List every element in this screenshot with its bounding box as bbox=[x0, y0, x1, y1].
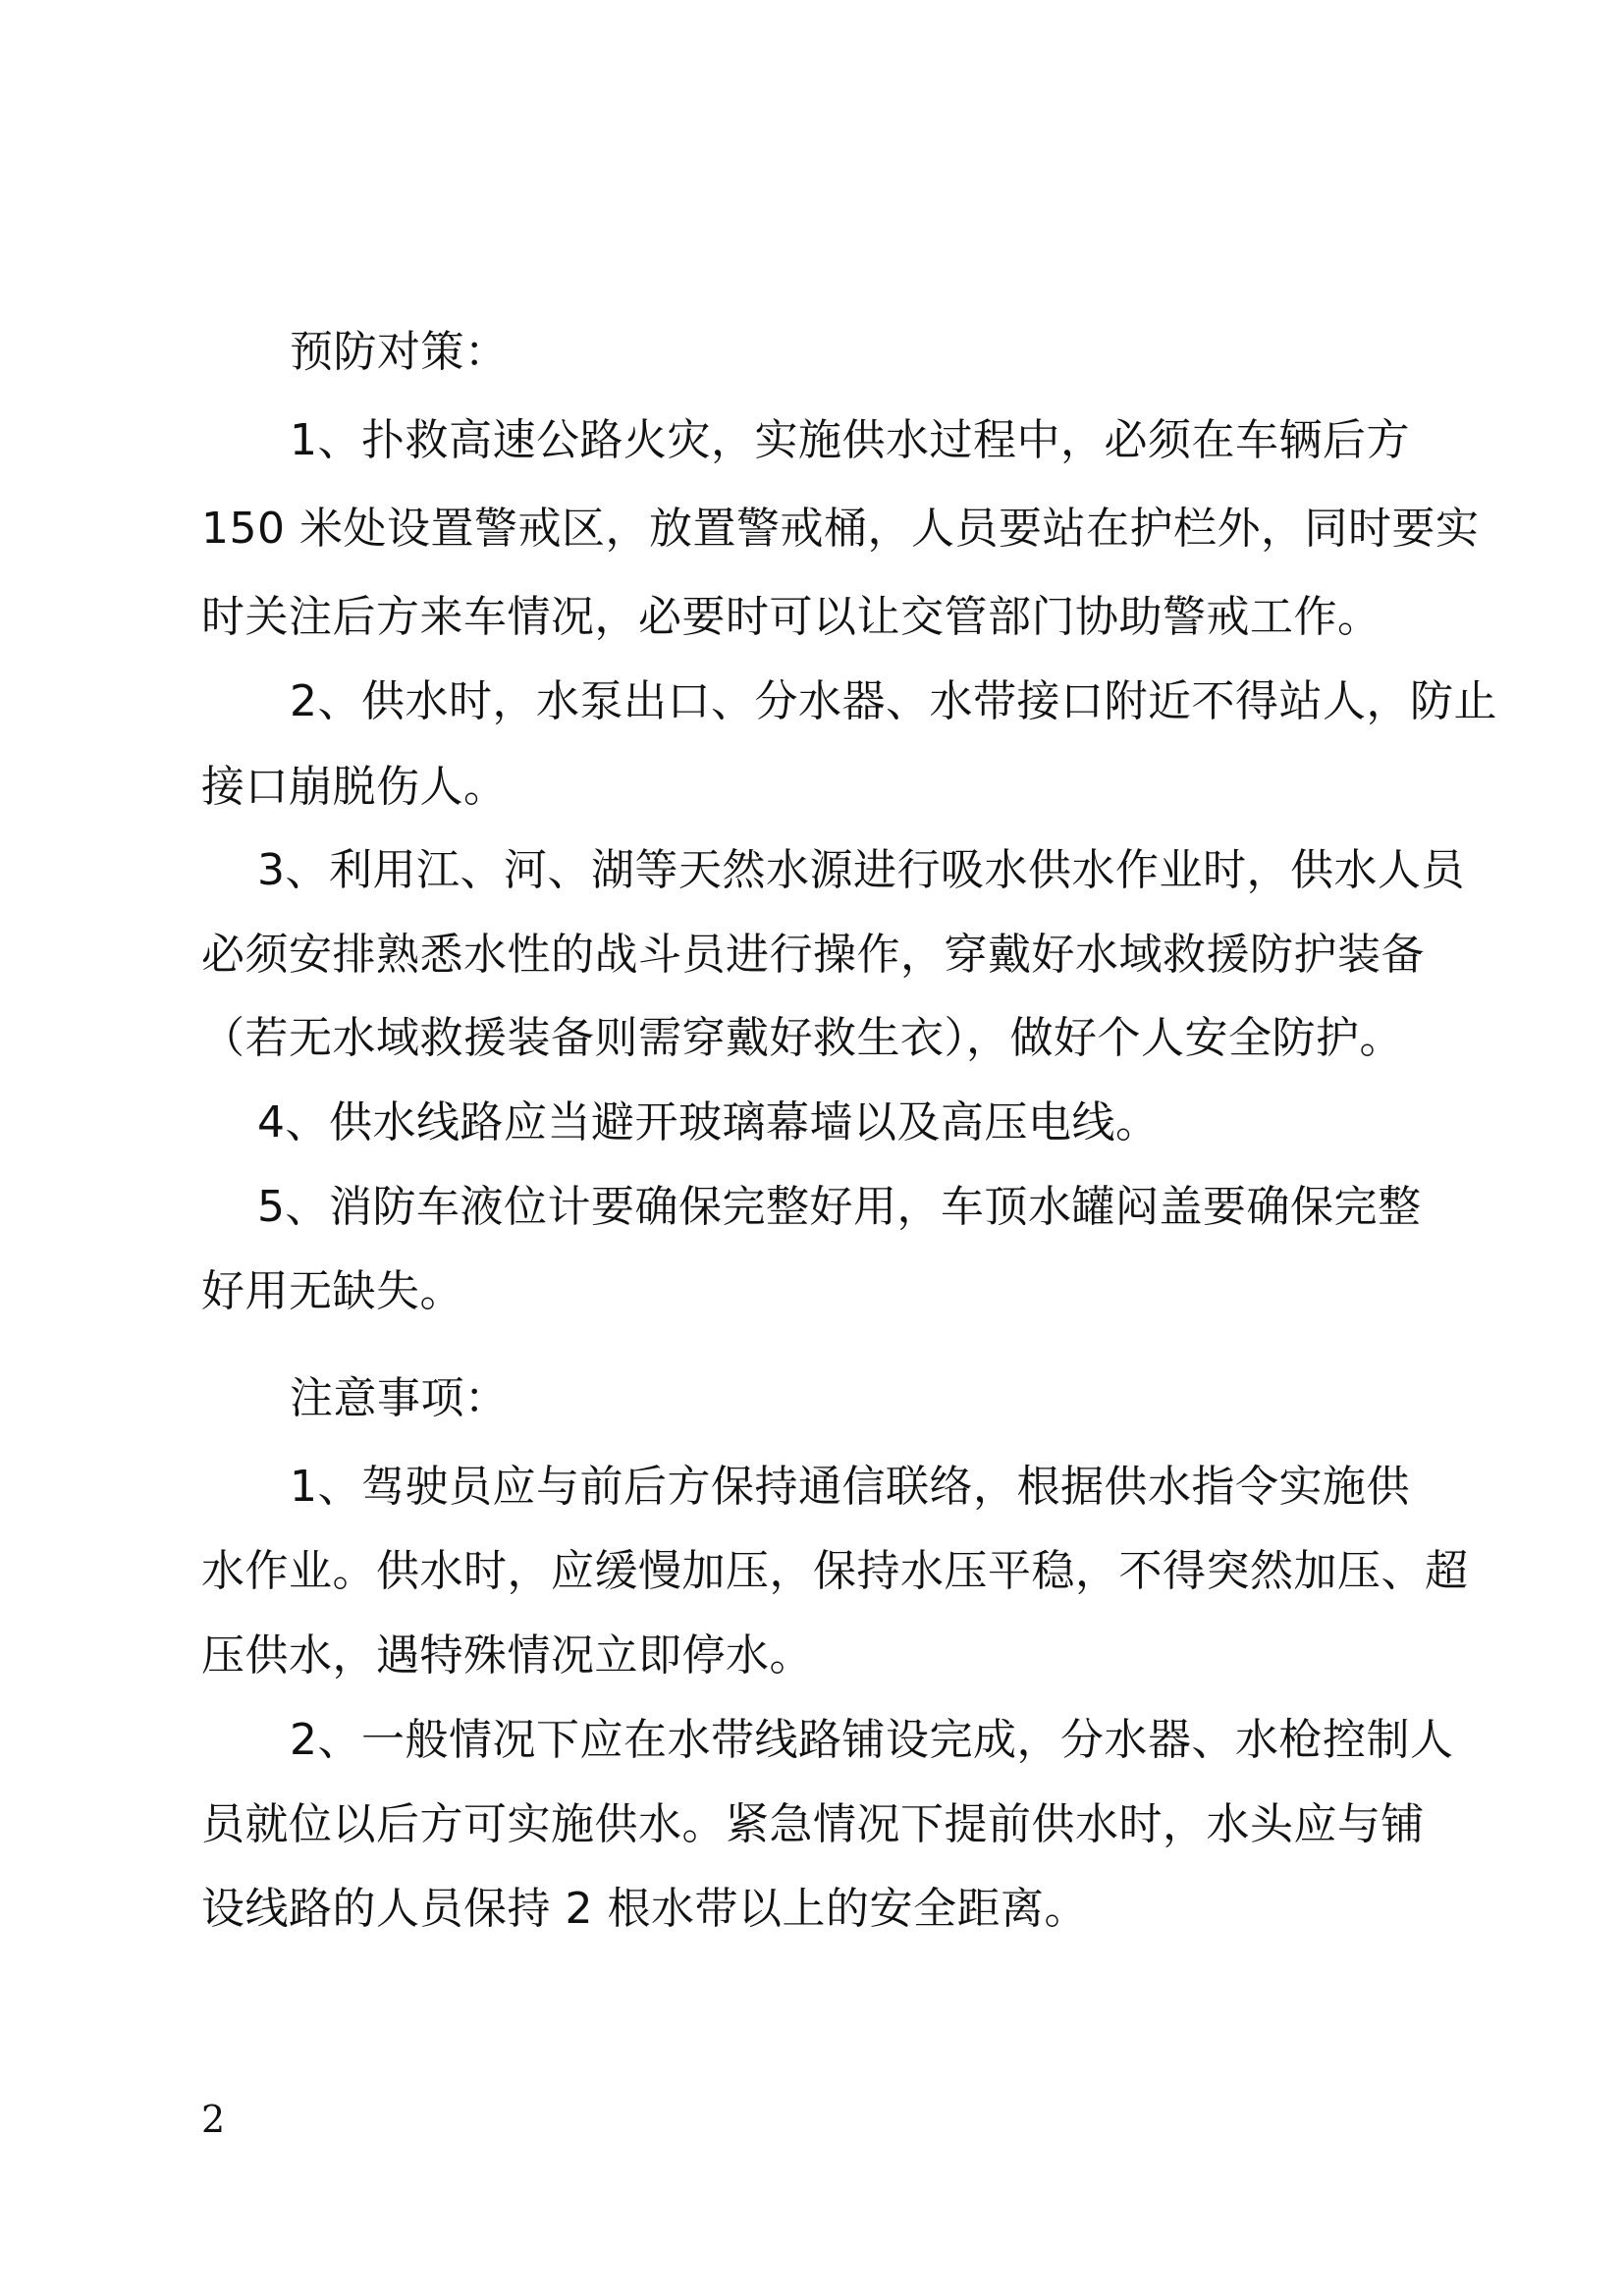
notes-item-1-line-1: 1、驾驶员应与前后方保持通信联络，根据供水指令实施供 bbox=[290, 1462, 1410, 1512]
notes-item-1-line-2: 水作业。供水时，应缓慢加压，保持水压平稳，不得突然加压、超 bbox=[201, 1546, 1469, 1596]
prevention-item-1-line-3: 时关注后方来车情况，必要时可以让交管部门协助警戒工作。 bbox=[201, 592, 1381, 642]
prevention-item-4-line-1: 4、供水线路应当避开玻璃幕墙以及高压电线。 bbox=[257, 1097, 1160, 1148]
prevention-item-2-line-2: 接口崩脱伤人。 bbox=[201, 762, 508, 812]
prevention-item-3-line-2: 必须安排熟悉水性的战斗员进行操作，穿戴好水域救援防护装备 bbox=[201, 930, 1425, 980]
prevention-item-5-line-1: 5、消防车液位计要确保完整好用，车顶水罐闷盖要确保完整 bbox=[257, 1182, 1422, 1232]
prevention-item-2-line-1: 2、供水时，水泵出口、分水器、水带接口附近不得站人，防止 bbox=[290, 676, 1497, 726]
notes-item-2-line-1: 2、一般情况下应在水带线路铺设完成，分水器、水枪控制人 bbox=[290, 1715, 1454, 1765]
prevention-item-3-line-3: （若无水域救援装备则需穿戴好救生衣），做好个人安全防护。 bbox=[201, 1013, 1403, 1063]
page-number: 2 bbox=[201, 2098, 226, 2141]
section-heading-prevention: 预防对策： bbox=[290, 327, 509, 377]
notes-item-2-line-2: 员就位以后方可实施供水。紧急情况下提前供水时，水头应与铺 bbox=[201, 1799, 1425, 1849]
prevention-item-5-line-2: 好用无缺失。 bbox=[201, 1266, 463, 1316]
prevention-item-3-line-1: 3、利用江、河、湖等天然水源进行吸水供水作业时，供水人员 bbox=[257, 845, 1465, 895]
notes-item-2-line-3: 设线路的人员保持 2 根水带以上的安全距离。 bbox=[201, 1884, 1088, 1934]
prevention-item-1-line-1: 1、扑救高速公路火灾，实施供水过程中，必须在车辆后方 bbox=[290, 415, 1410, 465]
prevention-item-1-line-2: 150 米处设置警戒区，放置警戒桶，人员要站在护栏外，同时要实 bbox=[201, 504, 1480, 554]
section-heading-notes: 注意事项： bbox=[290, 1373, 509, 1423]
notes-item-1-line-3: 压供水，遇特殊情况立即停水。 bbox=[201, 1630, 813, 1681]
